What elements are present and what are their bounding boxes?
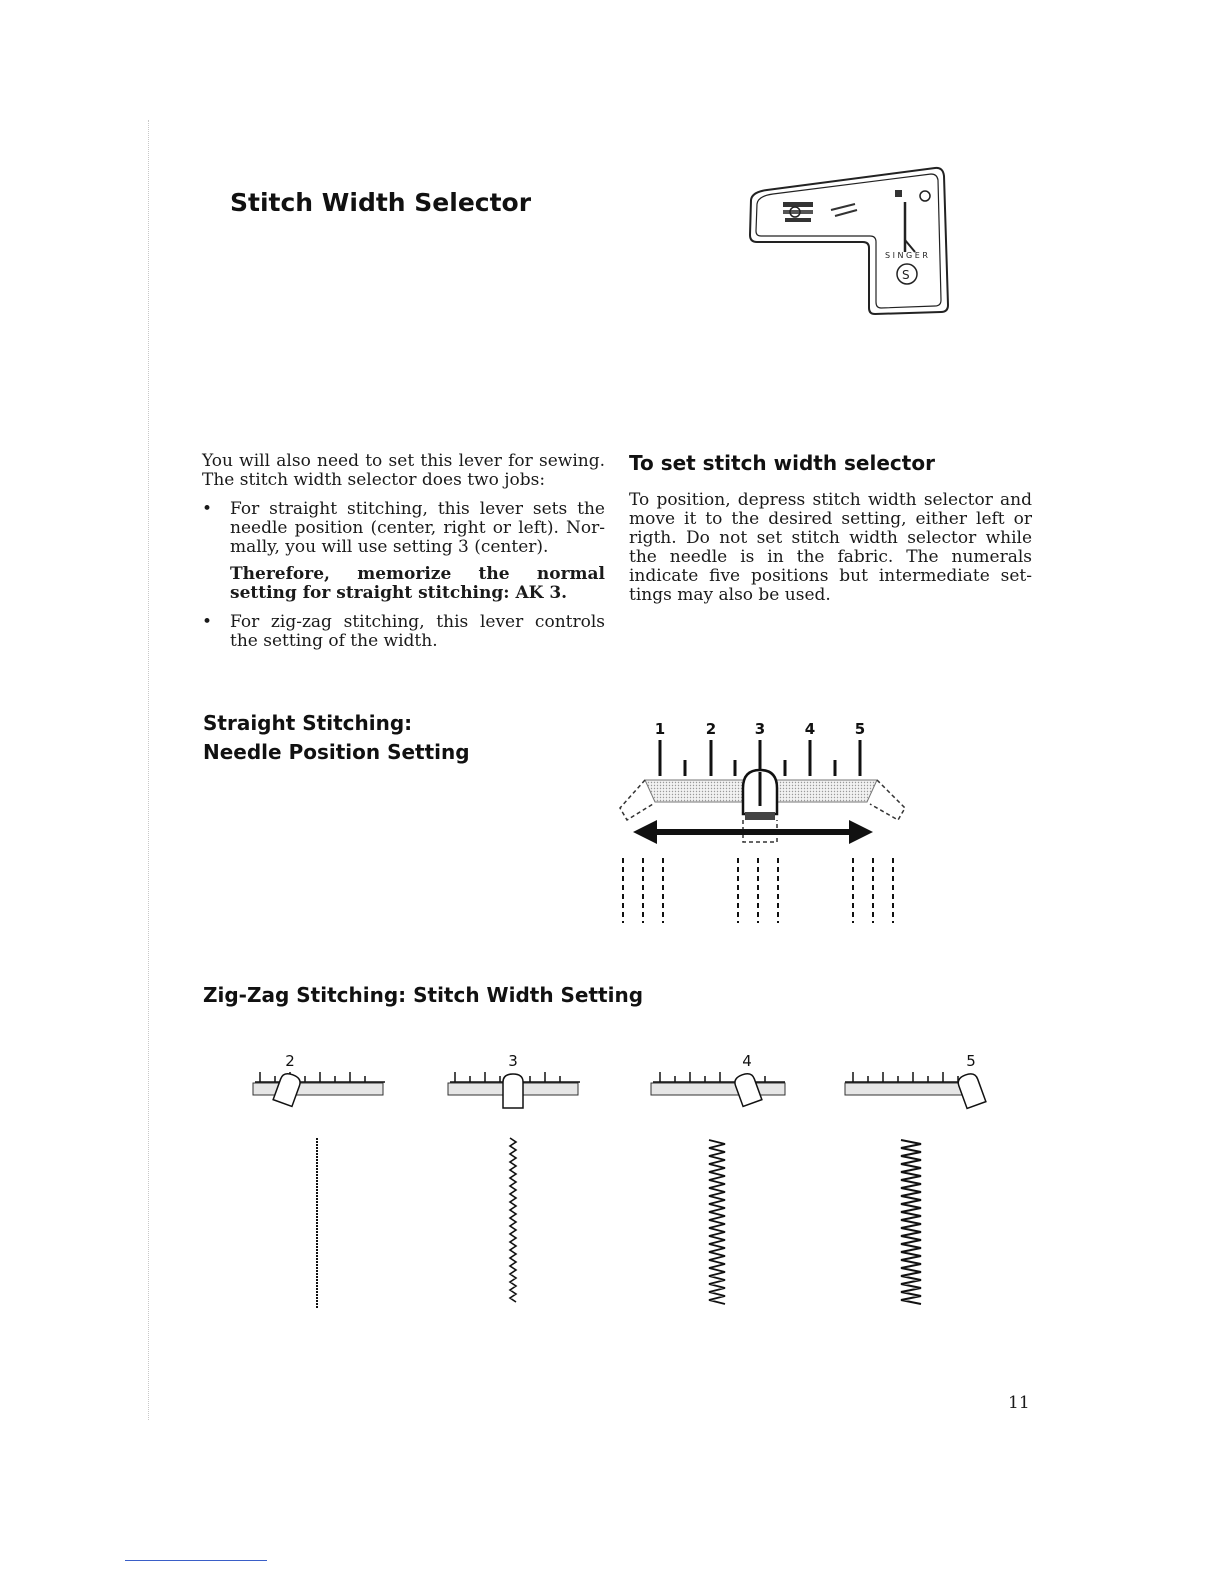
zigzag-setting-3 [440, 1048, 590, 1310]
page-number: 11 [1008, 1393, 1030, 1413]
scale-number-5: 5 [854, 720, 866, 738]
zigzag-setting-4 [645, 1048, 795, 1310]
bullet-item-straight [202, 500, 605, 557]
straight-heading-line1: Straight Stitching: [203, 711, 413, 735]
scale-number-4: 4 [804, 720, 816, 738]
straight-heading-line2: Needle Position Setting [203, 740, 470, 764]
bullet-text: For zig-zag stitching, this lever controls the setting of the width. [230, 612, 605, 651]
arrow-left-icon [633, 820, 657, 844]
scan-edge [148, 120, 149, 1420]
machine-panel-illustration [745, 160, 960, 320]
arrow-right-icon [849, 820, 873, 844]
zigzag-heading: Zig-Zag Stitching: Stitch Width Setting [203, 983, 644, 1007]
setting-number: 2 [285, 1052, 295, 1070]
zigzag-setting-5 [843, 1048, 1003, 1310]
bottom-line [125, 1560, 267, 1561]
intro-paragraph: You will also need to set this lever for sewing. The stitch width selector does two jobs: [202, 451, 605, 490]
setting-number: 4 [742, 1052, 752, 1070]
zigzag-diagrams [245, 1048, 1025, 1318]
bullet-text: For straight stitching, this lever sets the needle position (center, right or left). Normally, you will use setting 3 (center). [230, 499, 605, 557]
svg-text:S I N G E R: S I N G E R [885, 251, 928, 260]
page-title: Stitch Width Selector [230, 188, 532, 217]
panel-controls-icon [783, 190, 930, 284]
svg-text:S: S [902, 268, 910, 282]
bold-note: Therefore, memorize the normal setting for straight stitching: AK 3. [230, 564, 605, 603]
setting-number: 5 [966, 1052, 976, 1070]
straight-heading [203, 709, 470, 767]
set-selector-paragraph: To position, depress stitch width selector and move it to the desired setting, either left or rigth. Do not set stitch width selector while the needle is in the fabric. The numerals indicate five positions but intermediate settings may also be used. [629, 490, 1032, 605]
scale-numbers [655, 720, 865, 738]
bullet-item-zigzag [202, 613, 605, 651]
setting-number: 3 [508, 1052, 518, 1070]
zigzag-setting-2 [245, 1048, 395, 1310]
stitch-lines [623, 858, 893, 923]
needle-position-diagram [605, 718, 925, 928]
set-selector-heading: To set stitch width selector [629, 451, 935, 475]
scale-number-1: 1 [654, 720, 666, 738]
intro-column [202, 452, 605, 651]
scale-number-2: 2 [705, 720, 717, 738]
bullet-dot: • [202, 499, 213, 519]
scale-number-3: 3 [754, 720, 766, 738]
bullet-dot: • [202, 612, 213, 632]
